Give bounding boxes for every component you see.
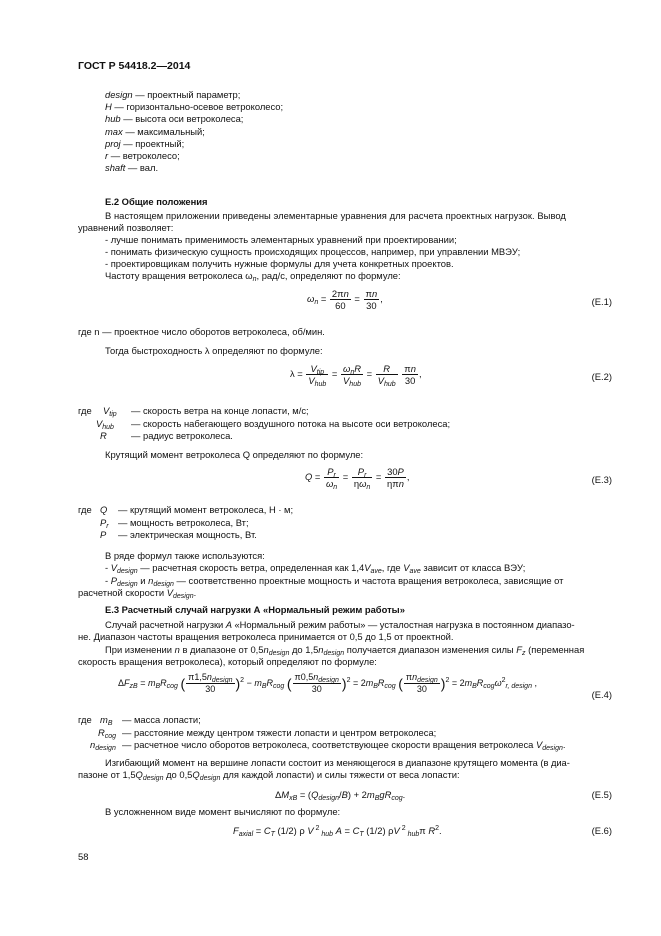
- paragraph: - $P_{design}$ и $n_{design}$ — соответственно проектные мощность и частота вращения ветроколеса, зависящие от: [105, 575, 564, 588]
- abbreviation-text: — вал.: [125, 162, 159, 174]
- paragraph: В ряде формул также используются:: [105, 550, 265, 561]
- paragraph: - $V_{design}$ — расчетная скорость ветра, определенная как $1,4V_{ave}$, где $V_{ave}$ зависит от класса ВЭУ;: [105, 562, 526, 575]
- bullet-item: - понимать физическую сущность происходящих процессов, например, при управлении МВЭУ;: [105, 246, 521, 257]
- abbreviation-item: [105, 101, 283, 113]
- equation-number: (Е.6): [591, 825, 612, 836]
- paragraph: пазоне от $1,5Q_{design}$ до $0,5Q_{design}$ для каждой лопасти) и силы тяжести от веса лопасти:: [78, 769, 460, 782]
- abbreviation-term: design: [105, 89, 133, 100]
- equation-e6: $F_{axial} = C_T$ (1/2) ρ V $^2$ $_{hub}$ $A = C_T$ (1/2) ρV $^2$ $_{hub}$π $R^2$.: [233, 825, 442, 838]
- definition-symbol: $R_{cog}$: [98, 726, 117, 740]
- definition-symbol: $n_{design}$: [90, 739, 116, 752]
- definition-symbol: $V_{tip}$: [103, 405, 117, 418]
- abbreviation-item: [105, 162, 158, 174]
- abbreviation-text: — горизонтально-осевое ветроколесо;: [111, 101, 284, 113]
- definition-lead: где: [78, 714, 92, 725]
- abbreviation-term: hub: [105, 113, 121, 125]
- equation-e1: $\omega_n$ = $\frac{2\pi n}{60}$ = $\frac{\pi n}{30}$ ,: [307, 288, 383, 311]
- document-header: ГОСТ Р 54418.2—2014: [78, 60, 191, 72]
- definition-text: — масса лопасти;: [122, 714, 201, 725]
- definition-text: — электрическая мощность, Вт.: [118, 529, 257, 540]
- paragraph: При изменении n в диапазоне от $0,5n_{design}$ до $1,5n_{design}$ получается диапазон изменения силы $F_z$ (переменная: [105, 644, 585, 657]
- abbreviation-text: — проектный параметр;: [132, 89, 241, 100]
- equation-e4: $\Delta F_{zB} = m_BR_{cog}$ ( $\frac{\pi 1,5n_{design}}{30}$ )$^2 - m_BR_{cog}$ ( $\frac{\pi 0,5n_{design}}{30}$ )$^2 = 2m_BR_{cog}$ ( $\frac{\pi n_{design}}{30}$ )$^2 = 2m_BR_{cog}\omega^2_{r, design}$ ,: [118, 672, 537, 694]
- section-heading-e2: Е.2 Общие положения: [105, 196, 208, 207]
- definition-symbol: R: [100, 430, 107, 441]
- paragraph: скорость вращения ветроколеса), который определяют по формуле:: [78, 656, 377, 667]
- abbreviation-term: shaft: [105, 162, 126, 174]
- definition-text: — скорость ветра на конце лопасти, м/с;: [131, 405, 309, 416]
- paragraph: В настоящем приложении приведены элементарные уравнения для расчета проектных нагрузок. Вывод: [105, 210, 566, 221]
- abbreviation-term: H: [105, 101, 112, 113]
- abbreviation-term: proj: [105, 137, 121, 149]
- equation-e2: λ = $\frac{V_{tip}}{V_{hub}}$ = $\frac{\omega_nR}{V_{hub}}$ = $\frac{R}{V_{hub}}$ $\frac{\pi n}{30}$ ,: [290, 363, 422, 388]
- abbreviation-item: [105, 150, 180, 162]
- abbreviation-text: — высота оси ветроколеса;: [120, 113, 244, 125]
- definition-lead: где: [78, 405, 92, 416]
- definition-symbol: Q: [100, 504, 108, 515]
- definition-text: — скорость набегающего воздушного потока на высоте оси ветроколеса;: [131, 417, 451, 429]
- definition-symbol: $m_B$: [100, 714, 113, 727]
- paragraph: не. Диапазон частоты вращения ветроколеса принимается от 0,5 до 1,5 от проектной.: [78, 631, 454, 642]
- paragraph: Крутящий момент ветроколеса Q определяют по формуле:: [105, 449, 364, 460]
- definition-text: — расчетное число оборотов ветроколеса, соответствующее скорости вращения ветроколеса $V_{design}$.: [122, 739, 566, 752]
- paragraph: где n — проектное число оборотов ветроколеса, об/мин.: [78, 326, 325, 337]
- paragraph: расчетной скорости $V_{design}$.: [78, 587, 197, 600]
- paragraph: Тогда быстроходность λ определяют по формуле:: [105, 345, 323, 356]
- paragraph: В усложненном виде момент вычисляют по формуле:: [105, 806, 341, 817]
- definition-lead: где: [78, 504, 92, 515]
- equation-number: (Е.1): [591, 296, 612, 307]
- abbreviation-text: — проектный;: [120, 137, 185, 149]
- abbreviation-item: [105, 126, 205, 138]
- abbreviation-item: [105, 138, 184, 150]
- section-heading-e3: Е.3 Расчетный случай нагрузки А «Нормальный режим работы»: [105, 604, 405, 615]
- equation-e5: $\Delta M_{xB} = (Q_{design}/B) + 2m_BgR_{cog}$.: [275, 789, 406, 802]
- abbreviation-text: — максимальный;: [122, 125, 205, 137]
- definition-text: — радиус ветроколеса.: [131, 430, 233, 441]
- definition-text: — мощность ветроколеса, Вт;: [118, 516, 249, 528]
- abbreviation-term: r: [105, 150, 109, 161]
- page-number: 58: [78, 851, 89, 862]
- paragraph: Частоту вращения ветроколеса $\omega_n$, рад/с, определяют по формуле:: [105, 270, 401, 283]
- paragraph: Изгибающий момент на вершине лопасти состоит из меняющегося в диапазоне крутящего момента (в диа-: [105, 757, 570, 768]
- definition-text: — крутящий момент ветроколеса, Н · м;: [118, 504, 294, 515]
- abbreviation-term: max: [105, 125, 123, 137]
- paragraph: Случай расчетной нагрузки А «Нормальный режим работы» — усталостная нагрузка в постоянном диапазо-: [105, 619, 575, 630]
- equation-e3: Q = $\frac{P_r}{\omega_n}$ = $\frac{P_r}{\eta\omega_n}$ = $\frac{30P}{\text{ηπn}}$ ,: [305, 466, 410, 491]
- definition-text: — расстояние между центром тяжести лопасти и центром ветроколеса;: [122, 726, 437, 738]
- definition-symbol: $P_r$: [100, 516, 109, 530]
- definition-symbol: $V_{hub}$: [96, 417, 114, 431]
- bullet-item: - лучше понимать применимость элементарных уравнений при проектировании;: [105, 234, 457, 245]
- definition-symbol: P: [100, 529, 107, 540]
- abbreviation-item: [105, 113, 243, 125]
- bullet-item: - проектировщикам получить нужные формулы для учета конкретных проектов.: [105, 258, 454, 269]
- equation-number: (Е.2): [591, 371, 612, 382]
- abbreviation-item: [105, 89, 240, 101]
- equation-number: (Е.5): [591, 789, 612, 800]
- abbreviation-text: — ветроколесо;: [108, 150, 180, 161]
- equation-number: (Е.4): [591, 689, 612, 700]
- equation-number: (Е.3): [591, 474, 612, 485]
- paragraph: уравнений позволяет:: [78, 222, 174, 233]
